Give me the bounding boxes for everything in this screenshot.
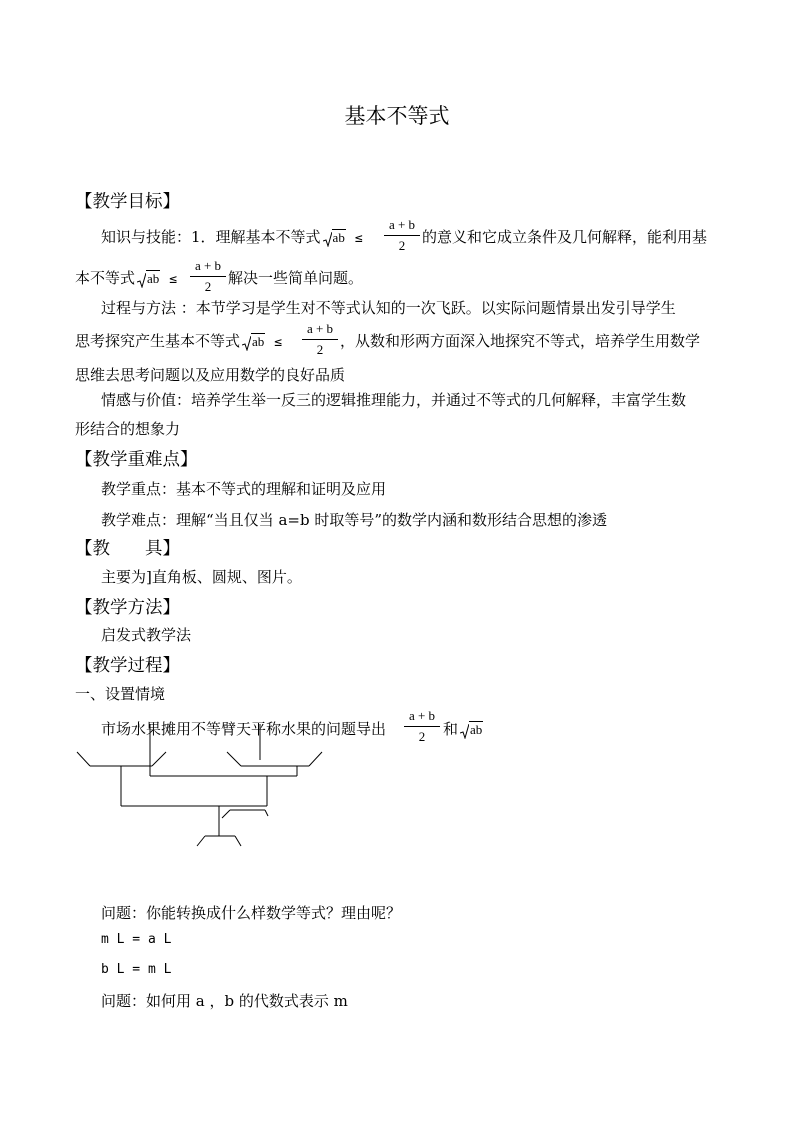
method-line: 启发式教学法 [101,626,192,644]
le-sign: ≤ [169,272,178,287]
fraction-bar [384,235,420,236]
scene-line: 市场水果摊用不等臂天平称水果的问题导出 [101,720,387,738]
le-sign: ≤ [274,335,283,350]
left-pan-left-edge [77,752,90,766]
question-1: 问题：你能转换成什么样数学等式？理由呢？ [101,904,402,922]
fraction-numerator: a + b [306,321,334,336]
section-heading-process: 【教学过程】 [75,656,180,676]
goal-line-7: 形结合的想象力 [75,420,181,438]
fraction-bar [190,276,226,277]
radicand: ab [147,271,160,286]
text-segment: 知识与技能：1．理解基本不等式 [101,228,321,246]
stand-left-foot [197,836,205,846]
section-heading-method: 【教学方法】 [75,598,180,618]
fraction-numerator: a + b [194,258,222,273]
text-segment: 本不等式 [75,269,136,287]
keypoint-important: 教学重点：基本不等式的理解和证明及应用 [101,480,387,498]
goal-line-3: 过程与方法 ：本节学习是学生对不等式认知的一次飞跃。以实际问题情景出发引导学生 [101,299,676,317]
fraction-denominator: 2 [204,279,212,294]
sqrt-expression [460,722,484,738]
goal-line-4 [75,330,282,351]
goal-line-4-tail: ，从数和形两方面深入地探究不等式，培养学生用数学 [340,332,701,350]
pivot-right [265,810,268,816]
section-heading-keypoints: 【教学重难点】 [75,450,198,470]
fraction [404,708,440,745]
question-2: 问题：如何用 a ，b 的代数式表示 m [101,992,348,1010]
fraction-bar [404,726,440,727]
radical-sign-icon [137,273,146,288]
scene-line-and [443,718,486,739]
right-pan-right-edge [309,752,322,766]
radicand: ab [332,230,345,245]
radical-sign-icon [460,724,469,739]
goal-line-2-tail: 解决一些简单问题。 [228,269,364,287]
process-step-1: 一、设置情境 [75,685,166,703]
fraction [384,217,420,254]
left-pan-right-edge [152,752,166,766]
fraction-numerator: a + b [388,217,416,232]
radical-sign-icon [242,336,251,351]
goal-line-5: 思维去思考问题以及应用数学的良好品质 [75,366,346,384]
fraction-denominator: 2 [418,729,426,744]
keypoint-difficult: 教学难点：理解“当且仅当 a=b 时取等号”的数学内涵和数形结合思想的渗透 [101,511,607,529]
sqrt-expression [242,334,266,350]
pivot-left [222,810,230,818]
equation-1: m L = a L [101,932,172,947]
equation-2: b L = m L [101,962,172,977]
page-title: 基本不等式 [344,104,450,128]
fraction [302,321,338,358]
fraction [190,258,226,295]
right-pan-left-edge [227,752,241,766]
goal-line-1-tail: 的意义和它成立条件及几何解释，能利用基 [422,228,708,246]
le-sign: ≤ [354,231,363,246]
fraction-denominator: 2 [316,342,324,357]
text-segment: 和 [443,720,459,738]
fraction-denominator: 2 [398,238,406,253]
section-heading-tools: 【教 具】 [75,539,180,559]
goal-line-1 [101,226,363,247]
goal-line-6: 情感与价值：培养学生举一反三的逻辑推理能力，并通过不等式的几何解释，丰富学生数 [101,391,687,409]
sqrt-expression [137,271,161,287]
section-heading-goals: 【教学目标】 [75,192,180,212]
goal-line-2 [75,267,177,288]
radicand: ab [252,334,265,349]
tools-line: 主要为]直角板、圆规、图片。 [101,568,302,586]
radicand: ab [470,722,483,737]
radical-sign-icon [323,232,332,247]
sqrt-expression [323,230,347,246]
unequal-arm-balance-diagram [70,720,330,855]
stand-right-foot [235,836,241,846]
fraction-numerator: a + b [408,708,436,723]
fraction-bar [302,339,338,340]
text-segment: 思考探究产生基本不等式 [75,332,241,350]
